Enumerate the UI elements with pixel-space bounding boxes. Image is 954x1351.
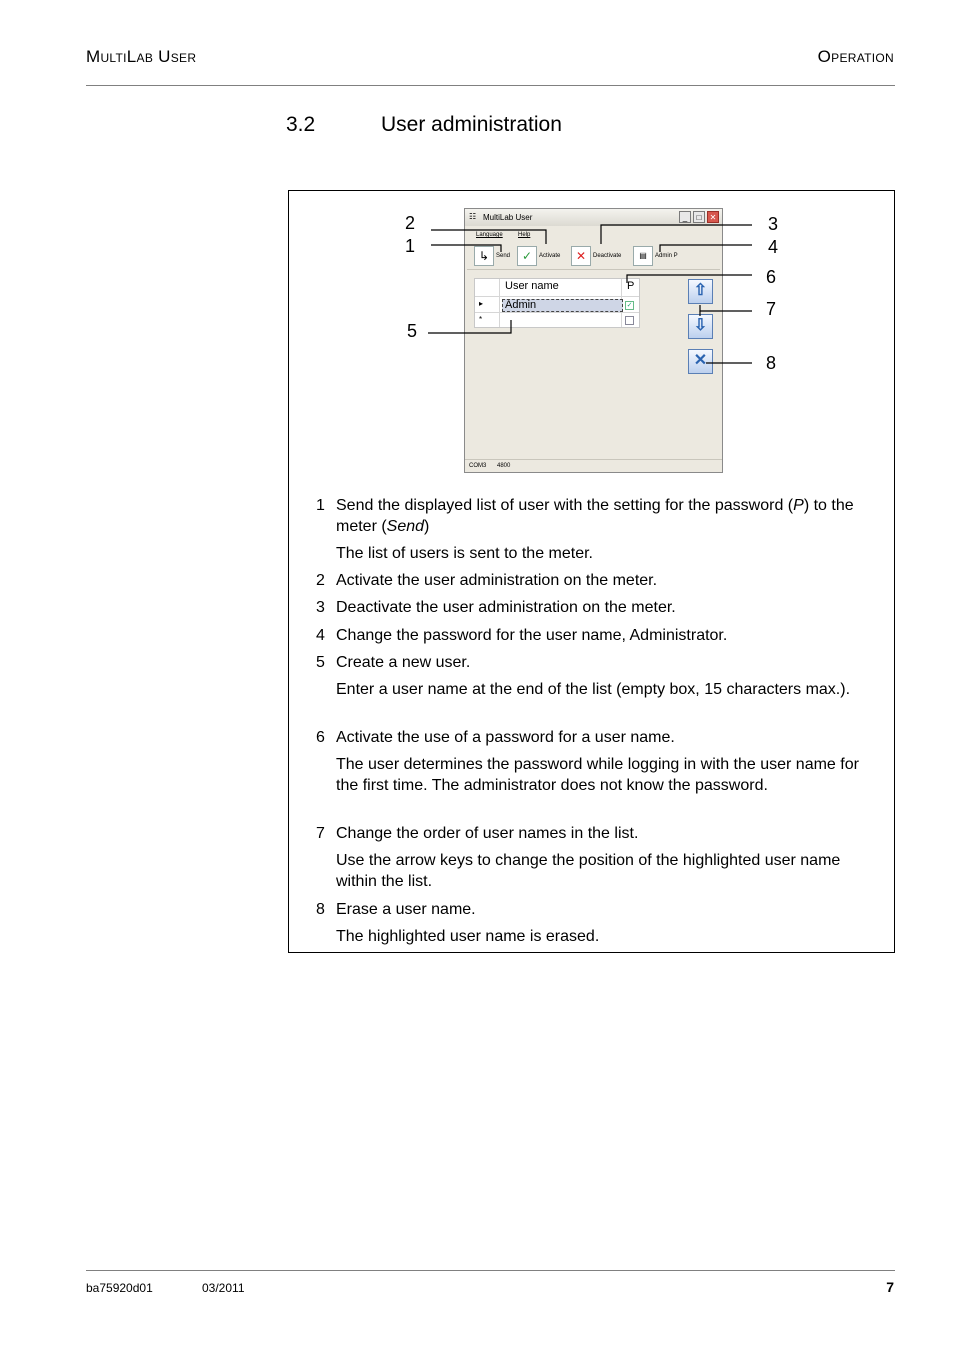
callout-line-2: [431, 230, 546, 244]
close-icon[interactable]: ✕: [707, 211, 719, 223]
checkmark-icon: ✓: [517, 246, 537, 266]
callout-5: 5: [407, 321, 418, 341]
password-icon: ▤: [633, 246, 653, 266]
callout-3: 3: [768, 214, 779, 234]
minimize-icon[interactable]: _: [679, 211, 691, 223]
send-icon: ↳: [474, 246, 494, 266]
row-selector-icon: ▸: [479, 299, 484, 308]
maximize-icon[interactable]: □: [693, 211, 705, 223]
callout-line-5: [428, 320, 511, 333]
footer-document-id: ba75920d01: [86, 1281, 153, 1295]
user-name-cell[interactable]: Admin: [502, 299, 623, 312]
callout-1: 1: [405, 236, 416, 256]
callout-line-7a: [700, 305, 752, 311]
admin-label: Admin P: [655, 253, 678, 259]
arrow-down-icon: ⇩: [693, 317, 708, 334]
list-note-1: The list of users is sent to the meter.: [336, 545, 593, 562]
menu-help[interactable]: Help: [518, 232, 531, 238]
list-note-8: The highlighted user name is erased.: [336, 928, 600, 945]
cross-icon: ✕: [571, 246, 591, 266]
send-label: Send: [496, 253, 511, 259]
status-port: COM3: [469, 463, 487, 469]
section-number: 3.2: [286, 113, 316, 136]
callout-7: 7: [766, 299, 777, 319]
arrow-up-icon: ⇧: [693, 282, 708, 299]
list-note-5: Enter a user name at the end of the list (empty box, 15 characters max.).: [336, 681, 851, 698]
app-icon: ☷: [469, 212, 477, 221]
status-baud: 4800: [497, 463, 511, 469]
column-header-user-name: User name: [505, 280, 559, 292]
activate-label: Activate: [539, 253, 561, 259]
new-row-icon: *: [479, 315, 483, 324]
callout-line-6: [627, 275, 752, 283]
footer-rule: [86, 1270, 895, 1271]
menu-language[interactable]: Language: [476, 232, 503, 238]
callout-8: 8: [766, 353, 777, 373]
deactivate-label: Deactivate: [593, 253, 622, 259]
window-title: MultiLab User: [483, 213, 533, 222]
callout-line-1: [431, 245, 501, 252]
callout-4: 4: [768, 237, 779, 257]
list-note-6: The user determines the password while logging in with the user name for the first time. The administrator does not know the password.: [336, 756, 859, 794]
page-number: 7: [886, 1279, 894, 1295]
column-header-p: P: [627, 280, 635, 292]
running-header-right: Operation: [817, 47, 894, 66]
callout-2: 2: [405, 213, 416, 233]
callout-line-3: [601, 225, 752, 244]
running-header-left: MultiLab User: [86, 47, 197, 66]
footer-date: 03/2011: [202, 1281, 245, 1295]
password-checkbox-checked[interactable]: ✓: [626, 302, 633, 309]
callout-6: 6: [766, 267, 777, 287]
list-note-7: Use the arrow keys to change the position of the highlighted user name within the list.: [336, 852, 841, 890]
erase-icon: ✕: [693, 352, 708, 369]
section-title: User administration: [381, 113, 562, 136]
callout-line-4: [660, 245, 752, 252]
